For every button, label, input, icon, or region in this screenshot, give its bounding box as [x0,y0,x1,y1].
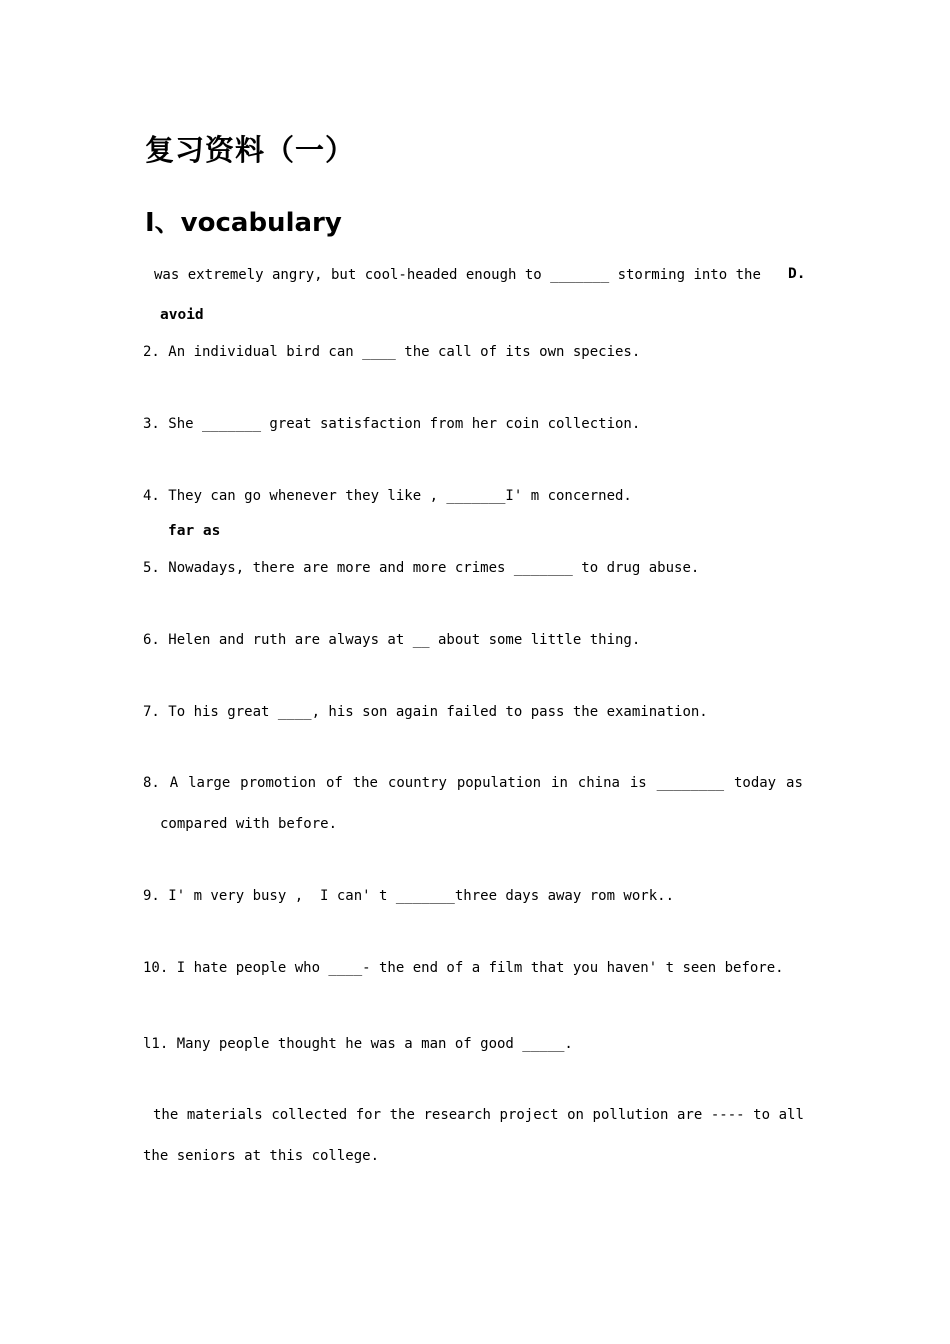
word: pollution [592,1107,669,1123]
word: today [733,775,777,791]
question-8-line-2: compared with before. [160,816,338,832]
word: A [169,775,179,791]
word: the [389,1107,415,1123]
word: large [188,775,231,791]
question-2-text: 2. An individual bird can ____ the call of its own species. [143,344,641,360]
word: of [325,775,343,791]
question-12-line-2: the seniors at this college. [143,1148,380,1164]
question-10-text: 10. I hate people who ____- the end of a film that you haven' t seen before. [143,960,784,976]
word: in [551,775,568,791]
question-1-answer: avoid [160,307,204,323]
question-4-answer: far as [168,523,221,539]
word: materials [186,1107,263,1123]
word: as [786,775,803,791]
word: to [753,1107,771,1123]
section-heading: I、vocabulary [145,208,342,238]
question-4-text: 4. They can go whenever they like , _______I' m concerned. [143,488,632,504]
word: population [456,775,542,791]
word: project [499,1107,559,1123]
question-9-text: 9. I' m very busy , I can' t _______three days away rom work.. [143,888,675,904]
word: for [355,1107,382,1123]
question-5-text: 5. Nowadays, there are more and more crimes _______ to drug abuse. [143,560,700,576]
question-1-option-marker: D. [788,266,806,282]
word: ---- [710,1107,745,1123]
word: all [778,1107,804,1123]
word: are [676,1107,703,1123]
page-title: 复习资料（一） [145,133,356,167]
question-6-text: 6. Helen and ruth are always at __ about some little thing. [143,632,641,648]
word: research [423,1107,491,1123]
question-1-text: was extremely angry, but cool-headed enough to _______ storming into the [154,267,761,283]
question-8-line-1 [143,774,803,792]
question-12-line-1 [153,1106,804,1124]
word: 8. [143,775,160,791]
word: promotion [240,775,317,791]
question-11-text: l1. Many people thought he was a man of good _____. [143,1036,573,1052]
word: collected [271,1107,348,1123]
word: the [153,1107,179,1123]
question-3-text: 3. She _______ great satisfaction from her coin collection. [143,416,641,432]
word: is [629,775,647,791]
word: country [387,775,447,791]
word: the [352,775,378,791]
word: ________ [656,775,725,791]
word: china [577,775,620,791]
question-7-text: 7. To his great ____, his son again failed to pass the examination. [143,704,708,720]
word: on [567,1107,584,1123]
